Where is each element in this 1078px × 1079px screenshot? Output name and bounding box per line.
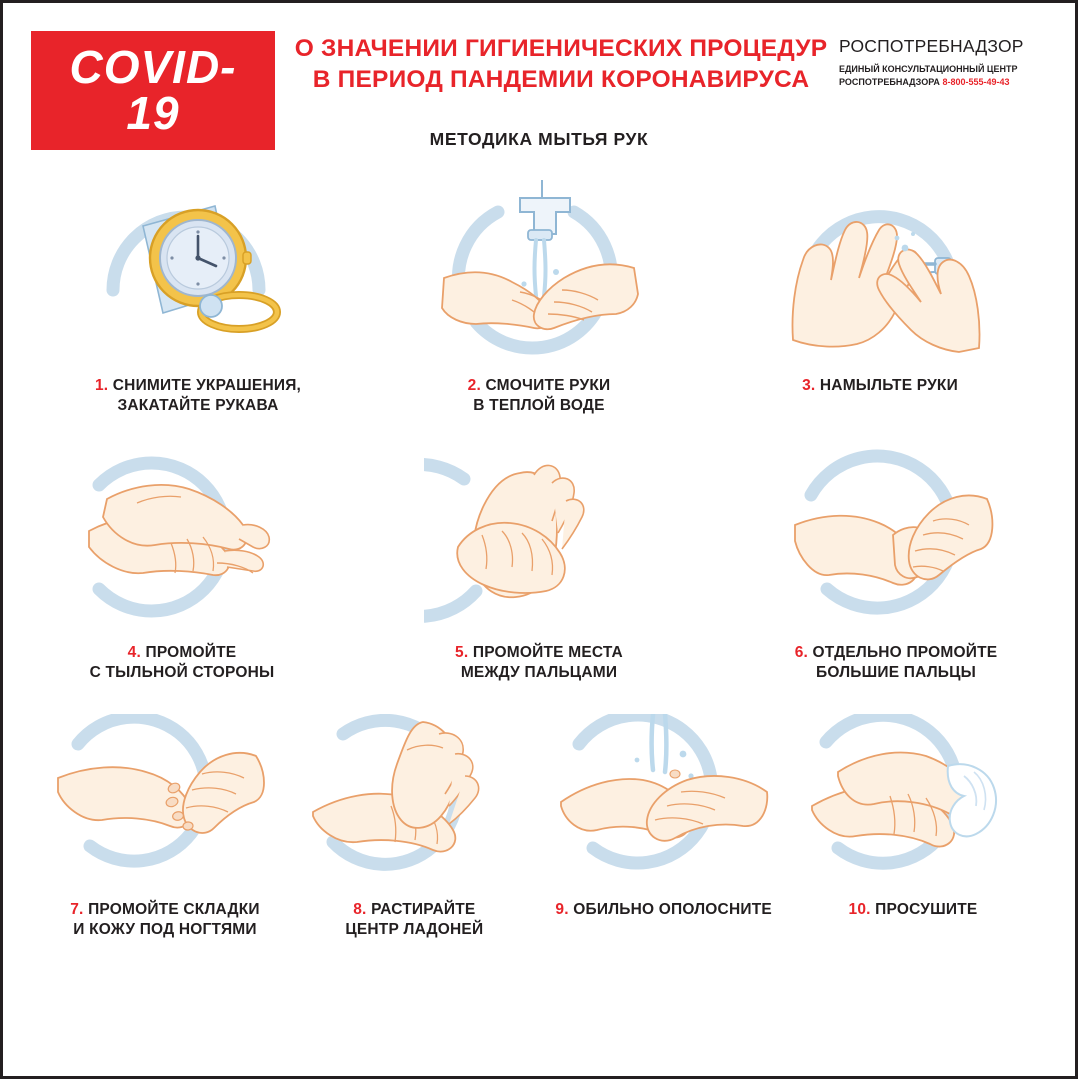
org-subtitle-line2: РОСПОТРЕБНАДЗОРА 8-800-555-49-43 [839,77,1010,88]
soap-dispenser-icon [765,172,995,368]
step-5-number: 5. [455,643,469,661]
step-8 [290,714,538,941]
step-7-line1: ПРОМОЙТЕ СКЛАДКИ [88,900,260,918]
step-6-line2: БОЛЬШИЕ ПАЛЬЦЫ [815,664,977,682]
step-1-line1: СНИМИТЕ УКРАШЕНИЯ, [112,377,302,394]
step-1 [73,172,323,417]
thumb-scrub-icon [781,439,1011,635]
step-5-caption [455,643,623,684]
steps-row-1 [37,172,1041,417]
hands-under-faucet-icon [424,172,654,368]
header-title-line1: О ЗНАЧЕНИИ ГИГИЕНИЧЕСКИХ ПРОЦЕДУР [294,35,828,62]
step-9-number: 9. [555,900,569,918]
step-6-line1: ОТДЕЛЬНО ПРОМОЙТЕ [812,643,998,661]
steps-grid [3,150,1075,941]
step-3-number: 3. [802,377,816,394]
step-2-number: 2. [467,377,481,394]
step-1-caption [95,376,301,417]
org-block [839,31,1049,89]
covid-badge: COVID-19 [31,31,275,150]
step-8-caption [345,900,483,941]
section-subtitle: МЕТОДИКА МЫТЬЯ РУК [429,129,649,149]
step-7-line2: И КОЖУ ПОД НОГТЯМИ [73,921,257,939]
step-8-line2: ЦЕНТР ЛАДОНЕЙ [345,921,484,939]
step-9-line1: ОБИЛЬНО ОПОЛОСНИТЕ [573,900,772,918]
steps-row-2 [37,439,1041,684]
steps-row-3 [37,714,1041,941]
rinse-hands-icon [549,714,779,892]
step-6-caption [795,643,998,684]
step-7-number: 7. [70,900,84,918]
step-2-line1: СМОЧИТЕ РУКИ [485,377,611,394]
nails-in-palm-icon [50,714,280,892]
step-7-caption [70,900,260,941]
step-7 [41,714,289,941]
step-10-number: 10. [848,900,871,918]
watch-and-ring-icon [83,172,313,368]
org-subtitle [839,63,1049,89]
step-4-line2: С ТЫЛЬНОЙ СТОРОНЫ [89,664,275,682]
step-4 [57,439,307,684]
step-4-line1: ПРОМОЙТЕ [145,643,237,661]
step-4-caption [90,643,275,684]
org-subtitle-line1: ЕДИНЫЙ КОНСУЛЬТАЦИОННЫЙ ЦЕНТР [839,64,1018,74]
step-3-line1: НАМЫЛЬТЕ РУКИ [819,377,958,394]
step-6 [771,439,1021,684]
step-2 [414,172,664,417]
step-1-line2: ЗАКАТАЙТЕ РУКАВА [117,397,279,415]
interlaced-fingers-icon [424,439,654,635]
header-title-line2: В ПЕРИОД ПАНДЕМИИ КОРОНАВИРУСА [312,66,810,94]
org-name: РОСПОТРЕБНАДЗОР [839,36,1024,56]
step-10-line1: ПРОСУШИТЕ [875,900,978,918]
step-3-caption [802,376,958,396]
step-6-number: 6. [794,643,809,661]
step-2-caption [468,376,611,417]
step-1-number: 1. [94,377,109,394]
step-10-caption [849,900,978,920]
step-4-number: 4. [127,643,141,661]
step-5 [414,439,664,684]
palm-rub-icon [299,714,529,892]
step-2-line2: В ТЕПЛОЙ ВОДЕ [473,397,605,415]
step-8-number: 8. [353,900,367,918]
hotline-phone: 8-800-555-49-43 [942,77,1010,88]
header-title [275,31,839,96]
dry-hands-towel-icon [798,714,1028,892]
step-3 [755,172,1005,417]
step-8-line1: РАСТИРАЙТЕ [371,900,476,918]
back-of-hands-icon [67,439,297,635]
step-9-caption [555,900,772,920]
step-5-line2: МЕЖДУ ПАЛЬЦАМИ [460,664,618,682]
step-10 [789,714,1037,941]
step-9 [540,714,788,941]
step-5-line1: ПРОМОЙТЕ МЕСТА [472,643,623,661]
